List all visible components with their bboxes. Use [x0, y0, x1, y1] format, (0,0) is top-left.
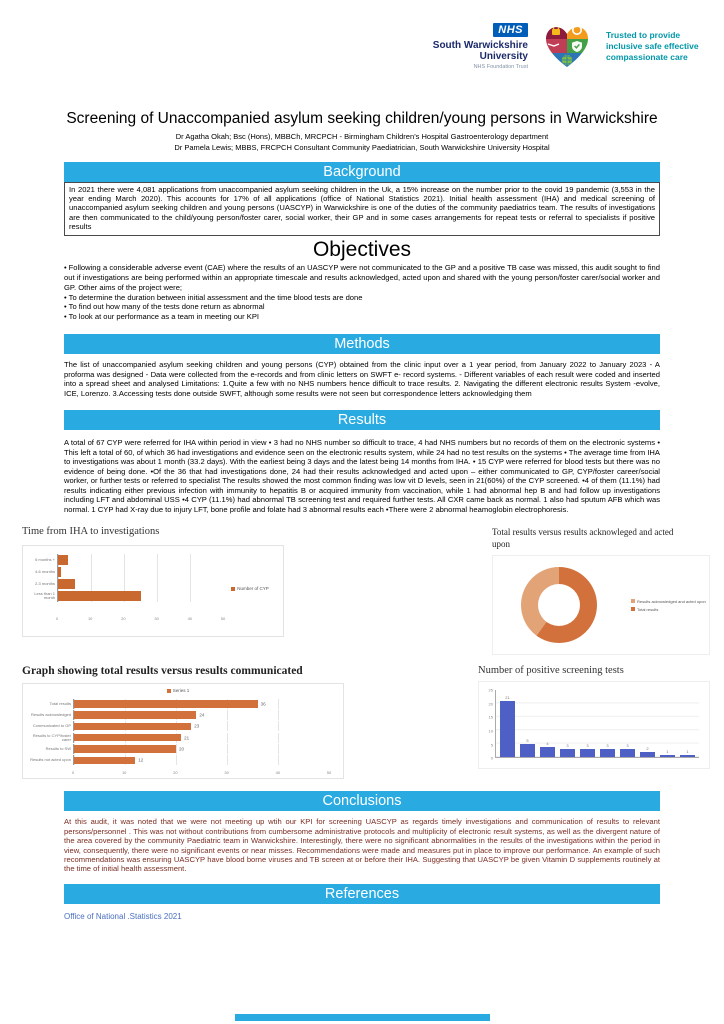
- chart-results-communicated: Graph showing total results versus results communicated Series 1 Total results 36 Results acknowledged 24 Communicated to GP 23 Results to CYP/foster carer 21 Results to SW 20 Results not acted upon 12 0 10 20 30 40 50: [22, 665, 344, 779]
- bar-column: 3: [600, 690, 615, 757]
- bar-column: 4: [540, 690, 555, 757]
- bar-row: Results acknowledged 24: [27, 710, 329, 720]
- nhs-org-block: [416, 20, 528, 70]
- conclusions-text: At this audit, it was noted that we were not meeting up wtih our KPI for screening UASCYP as regards timely investigations and communication of results to relevant persons/personnel . This was not without contributions from cumbersome administrative protocols and multiplicity of electronic result systems, as well as the divergent nature of the area covered by the community Paediatric team in Warwickshire. Interestingly, there were no significant abnormalities in the results of the investigations within the period in view, consequently, there were no significant events or near misses. Recommendations were made and measures put in place to improve our performance. An example of such recommendations was ensuring UASCYP have blood borne viruses and TB screen at or before their IHA. Suggesting that UASCYP be given Vitamin D supplements routinely at the time of initial health assessment.: [64, 817, 660, 874]
- references-text: Office of National .Statistics 2021: [64, 911, 182, 921]
- chart-title: Graph showing total results versus results communicated: [22, 665, 303, 678]
- bar-chart-time-from-iha: 6 months + 4-6 months 2-3 months Less than 1 month 0 10 20 30 40 50: [27, 554, 223, 624]
- chart-time-from-iha: [22, 526, 284, 655]
- page-title: Screening of Unaccompanied asylum seeking children/young persons in Warwickshire: [66, 110, 658, 127]
- bar-row: Less than 1 month: [27, 590, 223, 602]
- chart-legend: Number of CYP: [223, 554, 277, 624]
- section-heading-methods: Methods: [64, 334, 660, 354]
- objective-item: • To determine the duration between initial assessment and the time blood tests are done: [64, 293, 660, 303]
- methods-text: The list of unaccompanied asylum seeking children and young persons (CYP) obtained from the clinic input over a 1 year period, from January 2022 to January 2023 - A proforma was designed - Data were collected from the e-records and from clinic letters on SWFT e- record systems. - Different variables of each result were coded and inserted into a spread sheet and analysed Limitations: 1.Quite a few with no NHS numbers hence difficult to trace results. 2. Navigating the different electronic results System -evolve, ICE, Lorenzo. 3.Accessing tests done outside SWFT, although some results were not seen but correspondence letters acknowledging them: [64, 360, 660, 398]
- chart-results-acknowledged-donut: [492, 526, 710, 655]
- bar-column: 21: [500, 690, 515, 757]
- trust-tagline: Trusted to provide inclusive safe effective compassionate care: [606, 30, 699, 63]
- bar-row: 4-6 months: [27, 566, 223, 578]
- chart-title: Number of positive screening tests: [478, 665, 624, 677]
- objective-item: • To look at our performance as a team in meeting our KPI: [64, 312, 660, 322]
- chart-legend: Series 1: [27, 688, 329, 693]
- background-text: In 2021 there were 4,081 applications from unaccompanied asylum seeking children in the Uk, a 15% increase on the number prior to the covid 19 pandemic (3,553 in the year ending March 2020). This accounts for 17% of all applications (office of National Statistics 2021). Initial health assessment (IHA) and medical screening of unaccompanied asylum seeking children and young persons (UASCYP) in Warwickshire is one of the duties of the community paediatrics team. The results of investigations are then communicated to the child/young person/foster carer, social worker, their GP and in some cases arrangements for repeat tests or referral to specialists if positive results: [64, 182, 660, 236]
- authors-block: [0, 131, 724, 154]
- bar-column: 1: [680, 690, 695, 757]
- bar-column: 5: [520, 690, 535, 757]
- charts-row-2: [0, 665, 724, 779]
- bar-row: 6 months +: [27, 554, 223, 566]
- section-heading-conclusions: Conclusions: [64, 791, 660, 811]
- chart-title: Total results versus results acknowleged and acted upon: [492, 526, 674, 550]
- objective-item: • To find out how many of the tests done return as abnormal: [64, 302, 660, 312]
- bar-row: Communicated to GP 23: [27, 721, 329, 731]
- poster-content: [64, 162, 660, 514]
- objectives-list: [64, 263, 660, 322]
- bar-row: Total results 36: [27, 699, 329, 709]
- bar-chart-positive-screening: [495, 690, 699, 758]
- section-heading-objectives: Objectives: [312, 237, 412, 261]
- trust-header: [416, 20, 708, 70]
- section-heading-references: References: [64, 884, 660, 904]
- trust-heart-logo: [540, 20, 594, 70]
- bar-row: Results to CYP/foster carer 21: [27, 733, 329, 743]
- donut-chart: [521, 567, 597, 643]
- y-axis: 0 5 10 15 20 25: [488, 687, 493, 761]
- bar-column: 1: [660, 690, 675, 757]
- nhs-logo: NHS: [493, 23, 528, 37]
- bar-column: 2: [640, 690, 655, 757]
- lock-icon: [552, 25, 560, 36]
- bar-column: 3: [620, 690, 635, 757]
- chart-title: Time from IHA to investigations: [22, 525, 160, 537]
- bar-chart-results-communicated: [27, 698, 329, 766]
- section-heading-results: Results: [64, 410, 660, 430]
- bottom-accent-strip: [235, 1014, 490, 1021]
- org-name: South Warwickshire University: [432, 40, 528, 63]
- section-heading-background: Background: [64, 162, 660, 182]
- bar-column: 3: [580, 690, 595, 757]
- chart-positive-screening: [478, 665, 710, 779]
- charts-row-1: [0, 526, 724, 655]
- poster-content-bottom: [64, 791, 660, 921]
- objective-item: • Following a considerable adverse event (CAE) where the results of an UASCYP were not communicated to the GP and a positive TB case was missed, this audit sought to find out if investigations are being performed within an appropriate timescale and results acknowledged, acted upon and shared with the young person/foster carer/social worker and GP. Other aims of the project were;: [64, 263, 660, 293]
- bar-row: 2-3 months: [27, 578, 223, 590]
- results-text: A total of 67 CYP were referred for IHA within period in view • 3 had no NHS number so difficult to trace, 4 had NHS numbers but no records of them on the electronic systems • This left a total of 60, of which 36 had investigations and evidence seen on the electronic results system, while 24 had no test results on the systems • The average time from IHA to investigations was about 1 month (33.2 days). With the earliest being 3 days and the latest being 14 months from IHA. • 15 CYP were referred for blood tests but there was no evidence of being done. •Of the 36 that had investigations done, 24 had their results acknowledged and acted upon – either communicated to GP, CYP/foster career/social worker, or further tests or referred to specialist The results showed the most common finding was low vit D levels, seen in 21(60%) of the CYP screened. •4 of them (11.1%) had results indicating either previous infection with immunity to hepatitis B or acquired immunity from vaccination, while 1 had abnormal hep B and had follow up investigations including LFT and abdominal USS •4 CYP (11.1%) had abnormal TB screening test and required further tests. All CXR came back as normal. 1 also had sputum AFB which was normal. 1 CYP had X-ray due to injury LFT, bone profile and folate had 3 abnormal results each •There were 2 abnormal heamoglobin electrophoresis.: [64, 438, 660, 514]
- author-line: Dr Agatha Okah; Bsc (Hons), MBBCh, MRCPCH - Birmingham Children’s Hospital Gastroenterology department: [175, 132, 549, 141]
- chart-legend: Results acknowledged and acted upon Total results: [631, 599, 706, 612]
- author-line: Dr Pamela Lewis; MBBS, FRCPCH Consultant Community Paediatrician, South Warwickshire University Hospital: [174, 143, 550, 153]
- bar-row: Results to SW 20: [27, 744, 329, 754]
- org-subtitle: NHS Foundation Trust: [473, 64, 528, 71]
- bar-column: 3: [560, 690, 575, 757]
- bar-row: Results not acted upon 12: [27, 755, 329, 765]
- globe-icon: [562, 55, 572, 65]
